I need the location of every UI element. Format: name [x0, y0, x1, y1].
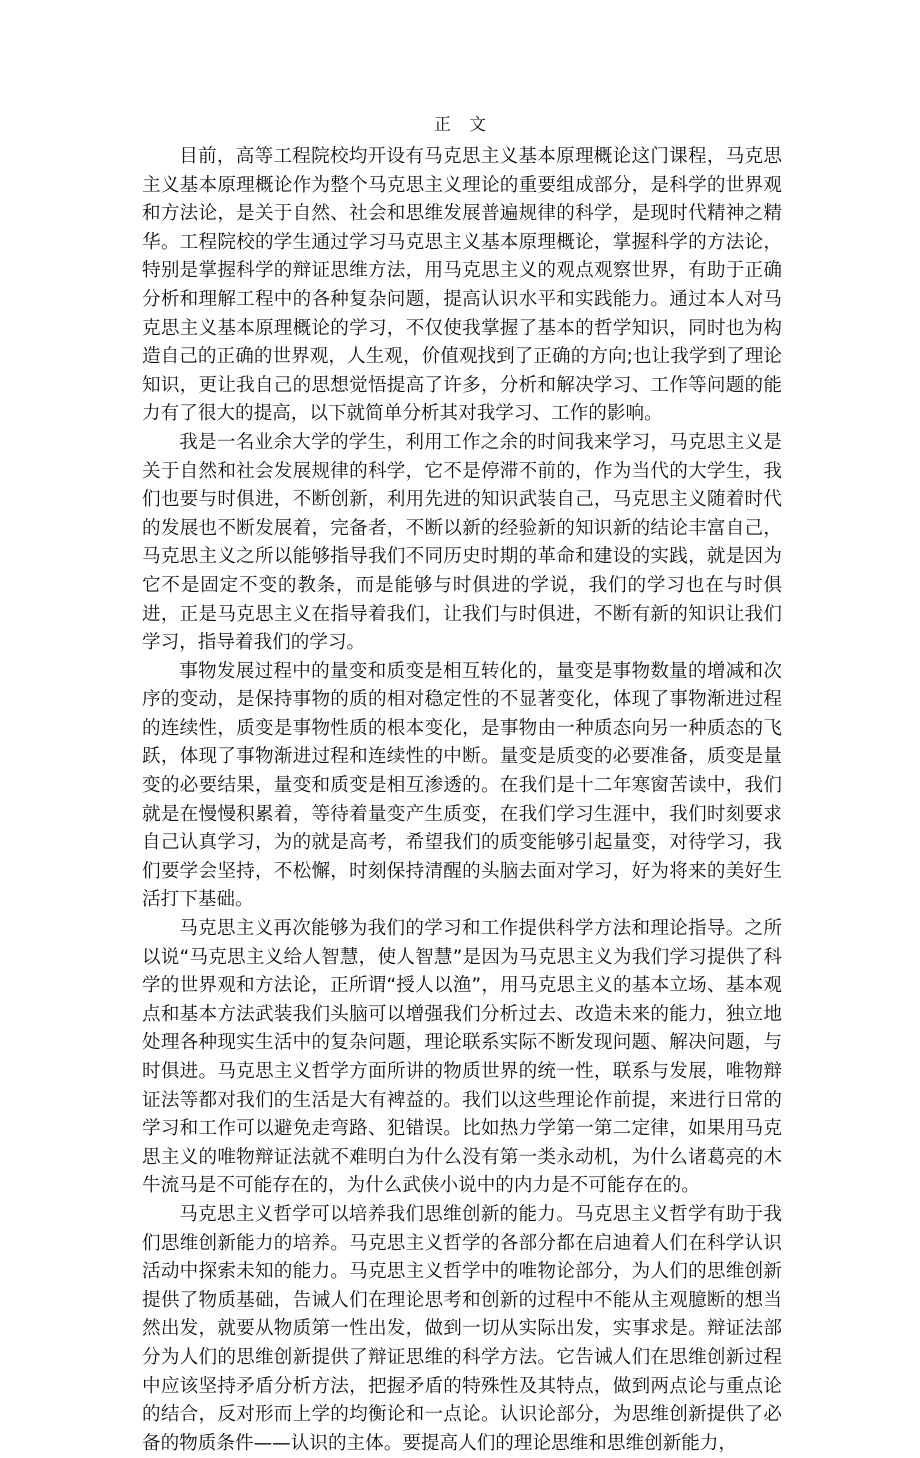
paragraph-2: 我是一名业余大学的学生，利用工作之余的时间我来学习，马克思主义是关于自然和社会发展规律的科学，它不是停滞不前的，作为当代的大学生，我们也要与时俱进，不断创新，利用先进的知识武装自己，马克思主义随着时代的发展也不断发展着，完备者，不断以新的经验新的知识新的结论丰富自己，马克思主义之所以能够指导我们不同历史时期的革命和建设的实践，就是因为它不是固定不变的教条，而是能够与时俱进的学说，我们的学习也在与时俱进，正是马克思主义在指导着我们，让我们与时俱进，不断有新的知识让我们学习，指导着我们的学习。 — [142, 431, 782, 654]
paragraph-5: 马克思主义哲学可以培养我们思维创新的能力。马克思主义哲学有助于我们思维创新能力的培养。马克思主义哲学的各部分都在启迪着人们在科学认识活动中探索未知的能力。马克思主义哲学中的唯物论部分，为人们的思维创新提供了物质基础，告诫人们在理论思考和创新的过程中不能从主观臆断的想当然出发，就要从物质第一性出发，做到一切从实际出发，实事求是。辩证法部分为人们的思维创新提供了辩证思维的科学方法。它告诫人们在思维创新过程中应该坚持矛盾分析方法，把握矛盾的特殊性及其特点，做到两点论与重点论的结合，反对形而上学的均衡论和一点论。认识论部分，为思维创新提供了必备的物质条件——认识的主体。要提高人们的理论思维和思维创新能力， — [142, 1203, 782, 1454]
page-title: 正文 — [434, 115, 504, 135]
body-text — [142, 143, 782, 1458]
paragraph-4: 马克思主义再次能够为我们的学习和工作提供科学方法和理论指导。之所以说“马克思主义给人智慧，使人智慧”是因为马克思主义为我们学习提供了科学的世界观和方法论，正所谓“授人以渔”，用马克思主义的基本立场、基本观点和基本方法武装我们头脑可以增强我们分析过去、改造未来的能力，独立地处理各种现实生活中的复杂问题，理论联系实际不断发现问题、解决问题，与时俱进。马克思主义哲学方面所讲的物质世界的统一性，联系与发展，唯物辩证法等都对我们的生活是大有裨益的。我们以这些理论作前提，来进行日常的学习和工作可以避免走弯路、犯错误。比如热力学第一第二定律，如果用马克思主义的唯物辩证法就不难明白为什么没有第一类永动机，为什么诸葛亮的木牛流马是不可能存在的，为什么武侠小说中的内力是不可能存在的。 — [142, 918, 782, 1197]
paragraph-3: 事物发展过程中的量变和质变是相互转化的，量变是事物数量的增减和次序的变动，是保持事物的质的相对稳定性的不显著变化，体现了事物渐进过程的连续性，质变是事物性质的根本变化，是事物由一种质态向另一种质态的飞跃，体现了事物渐进过程和连续性的中断。量变是质变的必要准备，质变是量变的必要结果，量变和质变是相互渗透的。在我们是十二年寒窗苦读中，我们就是在慢慢积累着，等待着量变产生质变，在我们学习生涯中，我们时刻要求自己认真学习，为的就是高考，希望我们的质变能够引起量变，对待学习，我们要学会坚持，不松懈，时刻保持清醒的头脑去面对学习，好为将来的美好生活打下基础。 — [142, 660, 782, 911]
paragraph-1: 目前，高等工程院校均开设有马克思主义基本原理概论这门课程，马克思主义基本原理概论作为整个马克思主义理论的重要组成部分，是科学的世界观和方法论，是关于自然、社会和思维发展普遍规律的科学，是现时代精神之精华。工程院校的学生通过学习马克思主义基本原理概论，掌握科学的方法论，特别是掌握科学的辩证思维方法，用马克思主义的观点观察世界，有助于正确分析和理解工程中的各种复杂问题，提高认识水平和实践能力。通过本人对马克思主义基本原理概论的学习，不仅使我掌握了基本的哲学知识，同时也为构造自己的正确的世界观，人生观，价值观找到了正确的方向;也让我学到了理论知识，更让我自己的思想觉悟提高了许多，分析和解决学习、工作等问题的能力有了很大的提高，以下就简单分析其对我学习、工作的影响。 — [142, 146, 782, 425]
